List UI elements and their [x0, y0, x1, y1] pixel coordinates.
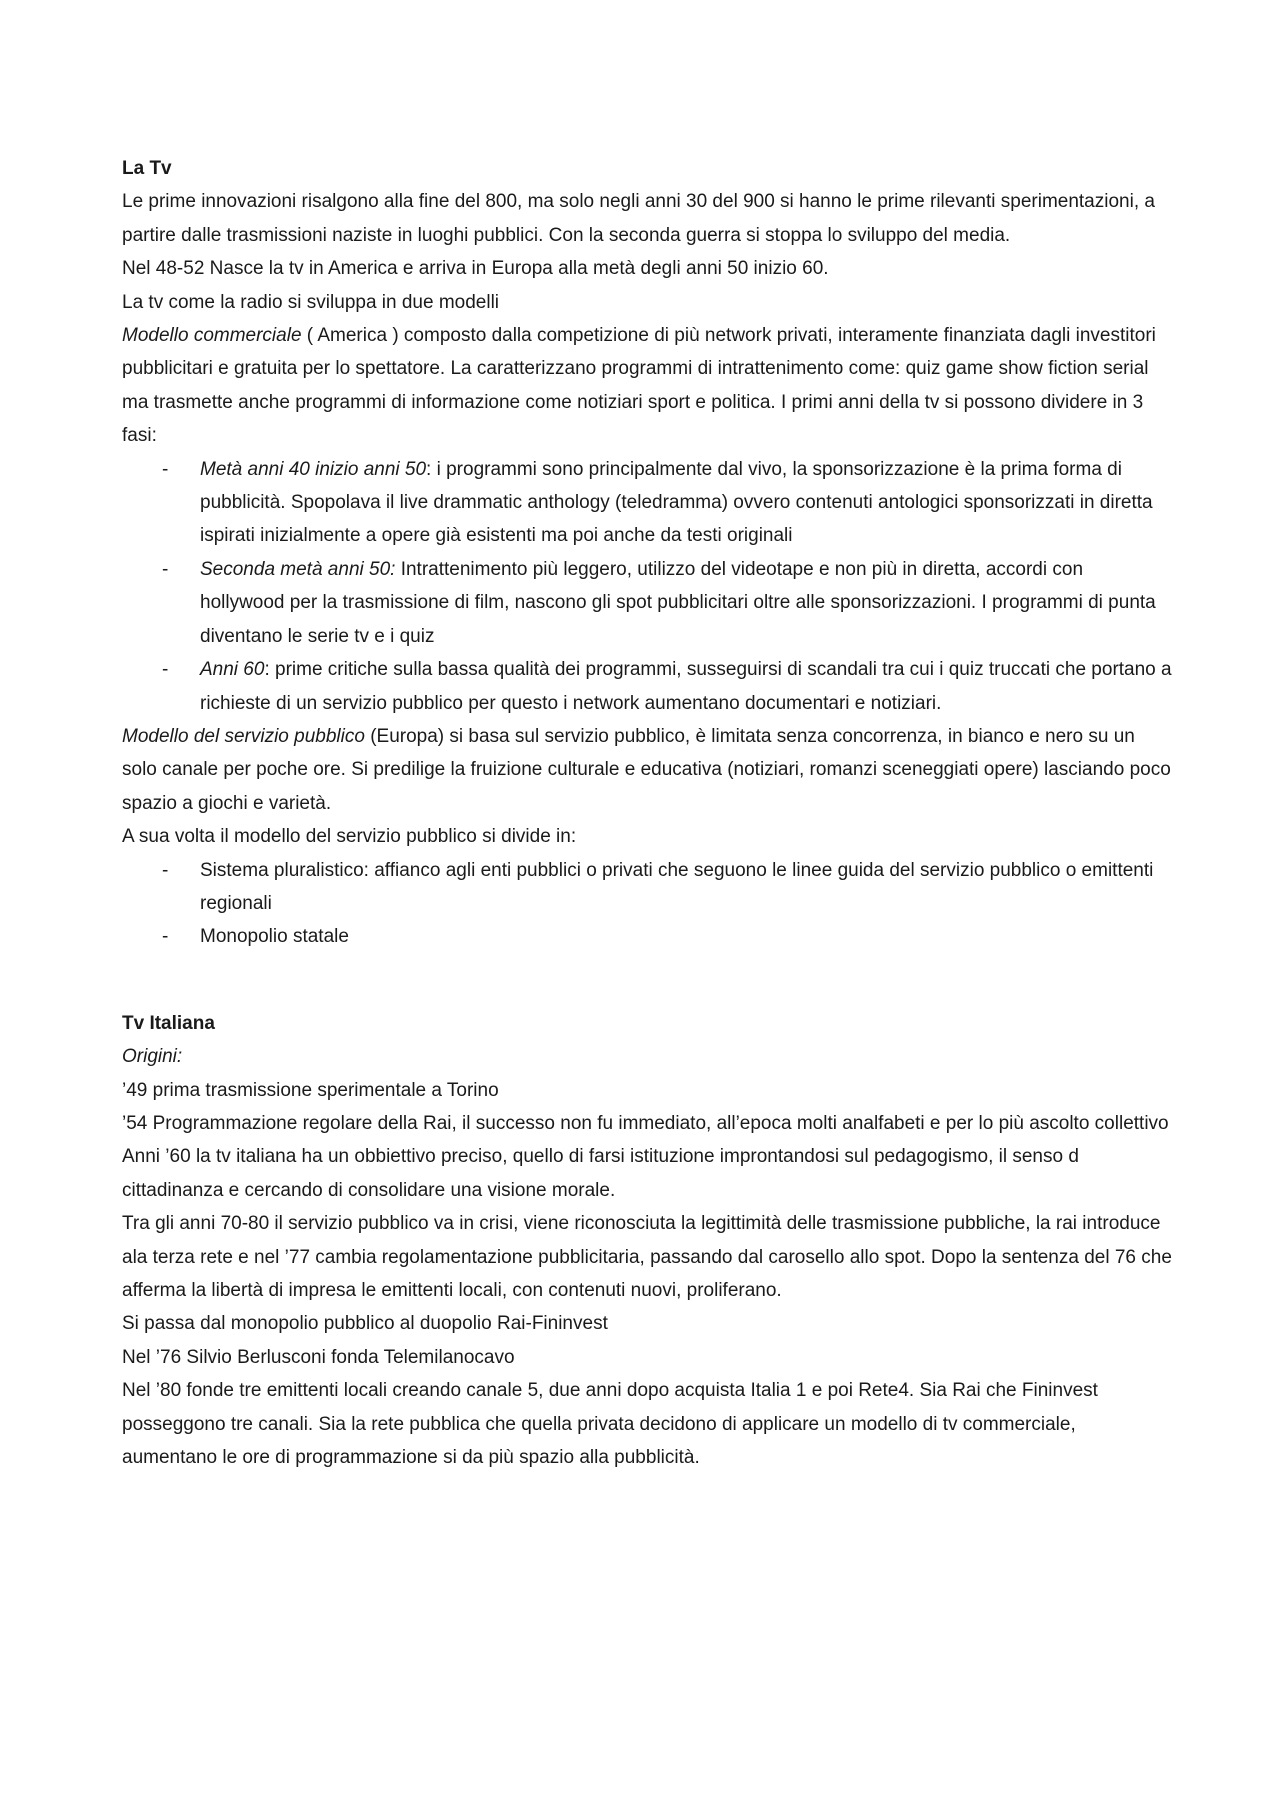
section-title-tv-italiana: Tv Italiana [122, 1012, 215, 1034]
subsection-title-origini: Origini: [122, 1046, 183, 1068]
paragraph-line: ’54 Programmazione regolare della Rai, il successo non fu immediato, all’epoca molti analfabeti e per lo più ascolto collettivo [122, 1112, 1169, 1134]
phase-label: Seconda metà anni 50: [200, 558, 396, 580]
paragraph-origins: Le prime innovazioni risalgono alla fine del 800, ma solo negli anni 30 del 900 si hanno le prime rilevanti sperimentazioni, a partire dalle trasmissioni naziste in luoghi pubblici. Con la seconda guerra si stoppa lo sviluppo del media. [122, 191, 1155, 246]
dash-bullet: - [162, 558, 169, 580]
paragraph-line: Nel ’76 Silvio Berlusconi fonda Telemilanocavo [122, 1346, 515, 1368]
dash-bullet: - [162, 458, 169, 480]
phase-text: : prime critiche sulla bassa qualità dei programmi, susseguirsi di scandali tra cui i quiz truccati che portano a richieste di un servizio pubblico per questo i network aumentano documentari e notiziari. [200, 659, 1172, 714]
paragraph-line: ’49 prima trasmissione sperimentale a Torino [122, 1079, 499, 1101]
paragraph-two-models: La tv come la radio si sviluppa in due modelli [122, 291, 500, 313]
phase-text: Intrattenimento più leggero, utilizzo del videotape e non più in diretta, accordi con hollywood per la trasmissione di film, nascono gli spot pubblicitari oltre alle sponsorizzazioni. I programmi di punta diventano le serie tv e i quiz [200, 558, 1156, 647]
paragraph-public-model [122, 720, 1172, 820]
paragraph-commercial-model [122, 319, 1172, 453]
phase-label: Anni 60 [200, 659, 265, 681]
phase-label: Metà anni 40 inizio anni 50 [200, 458, 427, 480]
list-item [122, 553, 1172, 653]
list-item [122, 653, 1172, 720]
paragraph-line: Anni ’60 la tv italiana ha un obbiettivo preciso, quello di farsi istituzione improntandosi sul pedagogismo, il senso d cittadinanza e cercando di consolidare una visione morale. [122, 1146, 1079, 1201]
paragraph-line: Tra gli anni 70-80 il servizio pubblico va in crisi, viene riconosciuta la legittimità delle trasmissione pubbliche, la rai introduce ala terza rete e nel ’77 cambia regolamentazione pubblicitaria, passando dal carosello allo spot. Dopo la sentenza del 76 che afferma la libertà di impresa le emittenti locali, con contenuti nuovi, proliferano. [122, 1213, 1172, 1301]
document-page [122, 152, 1172, 1474]
phases-list [122, 453, 1172, 720]
systems-list [122, 854, 1172, 954]
system-text: Monopolio statale [200, 926, 349, 948]
paragraph-line: Nel ’80 fonde tre emittenti locali creando canale 5, due anni dopo acquista Italia 1 e poi Rete4. Sia Rai che Fininvest posseggono tre canali. Sia la rete pubblica che quella privata decidono di applicare un modello di tv commerciale, aumentano le ore di programmazione si da più spazio alla pubblicità. [122, 1380, 1098, 1469]
list-item [122, 854, 1172, 921]
paragraph-birth: Nel 48-52 Nasce la tv in America e arriva in Europa alla metà degli anni 50 inizio 60. [122, 258, 829, 280]
phase-text: : i programmi sono principalmente dal vivo, la sponsorizzazione è la prima forma di pubblicità. Spopolava il live drammatic anthology (teledramma) ovvero contenuti antologici sponsorizzati in diretta ispirati inizialmente a opere già esistenti ma poi anche da testi originali [200, 458, 1153, 547]
dash-bullet: - [162, 859, 169, 881]
section-title-la-tv: La Tv [122, 158, 172, 179]
dash-bullet: - [162, 926, 169, 948]
public-model-label: Modello del servizio pubblico [122, 725, 365, 747]
commercial-model-label: Modello commerciale [122, 325, 302, 347]
list-item [122, 920, 1172, 953]
public-model-text: (Europa) si basa sul servizio pubblico, è limitata senza concorrenza, in bianco e nero su un solo canale per poche ore. Si predilige la fruizione culturale e educativa (notiziari, romanzi sceneggiati opere) lasciando poco spazio a giochi e varietà. [122, 725, 1171, 814]
dash-bullet: - [162, 659, 169, 681]
section-spacer [122, 954, 1172, 1007]
list-item [122, 453, 1172, 553]
commercial-model-text: ( America ) composto dalla competizione di più network privati, interamente finanziata dagli investitori pubblicitari e gratuita per lo spettatore. La caratterizzano programmi di intrattenimento come: quiz game show fiction serial ma trasmette anche programmi di informazione come notiziari sport e politica. I primi anni della tv si possono dividere in 3 fasi: [122, 325, 1156, 447]
system-text: Sistema pluralistico: affianco agli enti pubblici o privati che seguono le linee guida del servizio pubblico o emittenti regionali [200, 859, 1154, 914]
paragraph-line: Si passa dal monopolio pubblico al duopolio Rai-Fininvest [122, 1313, 608, 1335]
paragraph-public-division: A sua volta il modello del servizio pubblico si divide in: [122, 826, 577, 848]
